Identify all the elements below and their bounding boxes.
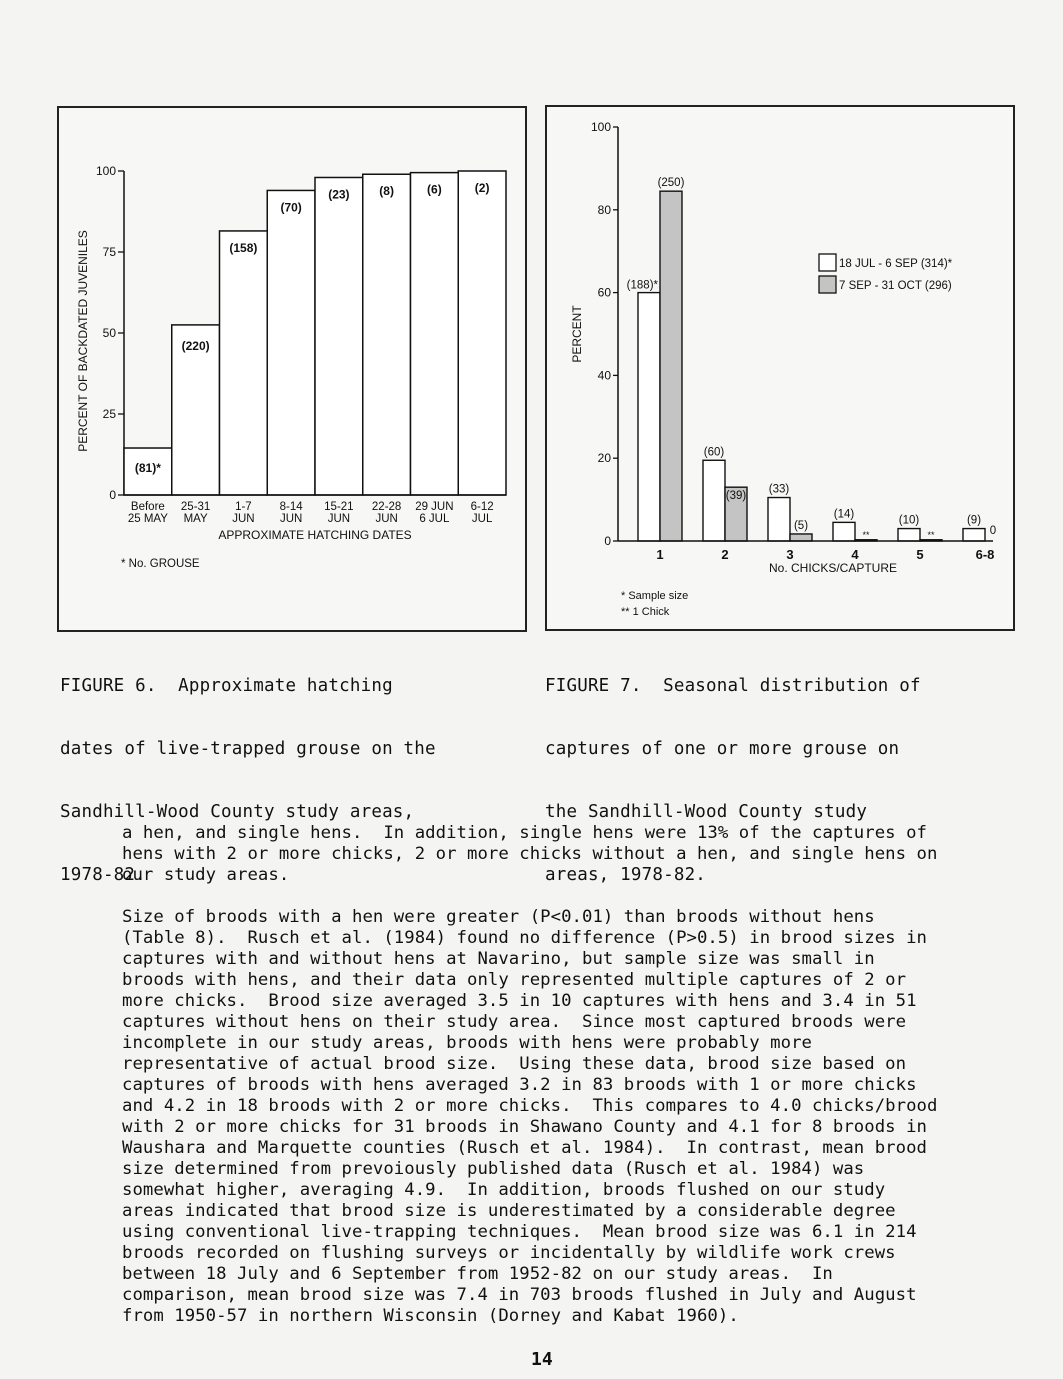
x-tick-label: 15-21 [324, 501, 354, 513]
bar [768, 498, 790, 541]
bar [363, 174, 411, 495]
bar [833, 522, 855, 541]
x-axis-label: No. CHICKS/CAPTURE [768, 561, 898, 575]
x-tick-label: JUN [279, 513, 303, 525]
x-tick-label: JUN [327, 513, 351, 525]
x-tick-label: 1 [656, 547, 664, 562]
y-tick-label: 0 [604, 534, 611, 548]
x-tick-label: 4 [851, 547, 859, 562]
bar-data-label: (5) [793, 519, 809, 532]
caption-line: the Sandhill-Wood County study [545, 802, 868, 822]
y-axis-label: PERCENT [570, 305, 584, 363]
footnote: * No. GROUSE [121, 558, 200, 570]
bar-data-label: (81)* [134, 461, 161, 476]
x-axis-label: APPROXIMATE HATCHING DATES [218, 528, 412, 542]
body-paragraph-1 [122, 823, 962, 886]
text-line: (Table 8). Rusch et al. (1984) found no difference (P>0.5) in brood sizes in [122, 928, 927, 948]
figure-6-chart [59, 108, 525, 630]
y-tick-label: 25 [102, 407, 116, 421]
caption-line: FIGURE 6. Approximate hatching [60, 676, 393, 696]
text-line: Waushara and Marquette counties (Rusch et al. 1984). In contrast, mean brood [122, 1138, 927, 1158]
legend-swatch [819, 276, 836, 293]
x-tick-label: MAY [183, 513, 208, 525]
bar [703, 460, 725, 541]
text-line: more chicks. Brood size averaged 3.5 in 10 captures with hens and 3.4 in 51 [122, 991, 917, 1011]
caption-line: dates of live-trapped grouse on the [60, 739, 436, 759]
text-line: captures of broods with hens averaged 3.2 in 83 broods with 1 or more chicks [122, 1075, 917, 1095]
bar-data-label: (70) [280, 200, 302, 215]
bar-data-label: 0 [989, 525, 997, 537]
text-line: broods recorded on flushing surveys or incidentally by wildlife work crews [122, 1243, 896, 1263]
x-tick-label: 6 JUL [419, 513, 450, 525]
x-tick-label: 6-8 [975, 547, 995, 562]
figure-7-box [545, 105, 1015, 631]
text-line: using conventional live-trapping techniques. Mean brood size was 6.1 in 214 [122, 1222, 917, 1242]
text-line: Size of broods with a hen were greater (P<0.01) than broods without hens [122, 907, 875, 927]
footnote: ** 1 Chick [621, 606, 670, 618]
x-tick-label: 2 [721, 547, 729, 562]
text-line: hens with 2 or more chicks, 2 or more chicks without a hen, and single hens on [122, 844, 938, 864]
bar [638, 293, 660, 541]
y-tick-label: 80 [597, 202, 611, 217]
bar-data-label: (10) [898, 514, 920, 527]
bar [790, 534, 812, 541]
caption-line: areas, 1978-82. [545, 865, 707, 885]
text-line: broods with hens, and their data only represented multiple captures of 2 or [122, 970, 907, 990]
y-tick-label: 0 [109, 488, 116, 502]
text-line: a hen, and single hens. In addition, single hens were 13% of the captures of [122, 823, 927, 843]
x-tick-label: Before [130, 501, 165, 513]
bar-data-label: (250) [657, 177, 685, 190]
y-tick-label: 40 [597, 368, 611, 383]
figure-6-box [57, 106, 527, 632]
bar-data-label: (33) [768, 483, 790, 496]
text-line: representative of actual brood size. Using these data, brood size based on [122, 1054, 907, 1074]
bar [220, 231, 268, 495]
caption-line: FIGURE 7. Seasonal distribution of [545, 676, 921, 696]
x-tick-label: 8-14 [279, 501, 303, 513]
text-line: captures with and without hens at Navarino, but sample size was small in [122, 949, 875, 969]
bar [411, 173, 459, 495]
bar-data-label: (6) [427, 182, 442, 197]
text-line: comparison, mean brood size was 7.4 in 703 broods flushed in July and August [122, 1285, 917, 1305]
x-tick-label: 3 [786, 547, 794, 562]
text-line: size determined from prevoiously published data (Rusch et al. 1984) was [122, 1159, 865, 1179]
bar-data-label: (60) [703, 446, 725, 459]
text-line: incomplete in our study areas, broods with hens were probably more [122, 1033, 812, 1053]
legend-swatch [819, 254, 836, 271]
text-line: from 1950-57 in northern Wisconsin (Dorney and Kabat 1960). [122, 1306, 739, 1326]
text-line: between 18 July and 6 September from 1952-82 on our study areas. In [122, 1264, 833, 1284]
bar [267, 190, 315, 495]
bar [458, 171, 506, 495]
text-line: our study areas. [122, 865, 290, 885]
x-tick-label: JUN [375, 513, 398, 525]
bar-data-label: (9) [966, 514, 982, 527]
figure-7-chart [547, 107, 1013, 629]
bar [898, 529, 920, 541]
bar-data-label: (23) [328, 187, 350, 202]
y-tick-label: 75 [102, 245, 116, 259]
footnote: * Sample size [621, 590, 689, 602]
y-tick-label: 60 [597, 285, 611, 300]
text-line: and 4.2 in 18 broods with 2 or more chicks. This compares to 4.0 chicks/brood [122, 1096, 938, 1116]
bar-data-label: (2) [474, 181, 490, 195]
x-tick-label: JUN [232, 513, 255, 525]
x-tick-label: JUL [471, 513, 493, 525]
text-line: captures without hens on their study area. Since most captured broods were [122, 1012, 907, 1032]
bar-data-label: (158) [229, 240, 258, 255]
bar-data-label: (220) [181, 338, 210, 353]
caption-line: 1978-82. [60, 865, 146, 885]
bar [963, 529, 985, 541]
bar-data-label: (14) [833, 508, 855, 521]
x-tick-label: 25 MAY [127, 513, 168, 525]
caption-line: captures of one or more grouse on [545, 739, 900, 759]
x-tick-label: 25-31 [180, 501, 211, 513]
bar [660, 191, 682, 541]
y-axis-label: PERCENT OF BACKDATED JUVENILES [76, 230, 90, 452]
caption-line: Sandhill-Wood County study areas, [60, 802, 415, 822]
y-tick-label: 100 [95, 164, 116, 178]
text-line: with 2 or more chicks for 31 broods in Shawano County and 4.1 for 8 broods in [122, 1117, 927, 1137]
bar-data-label: (39) [725, 490, 747, 503]
bar [315, 177, 363, 495]
x-tick-label: 29 JUN [415, 501, 454, 513]
page-number: 14 [531, 1349, 553, 1370]
legend-label: 7 SEP - 31 OCT (296) [839, 280, 952, 292]
y-tick-label: 100 [590, 120, 611, 134]
x-tick-label: 5 [916, 547, 924, 562]
text-line: somewhat higher, averaging 4.9. In addition, broods flushed on our study [122, 1180, 886, 1200]
legend-label: 18 JUL - 6 SEP (314)* [839, 258, 953, 270]
x-tick-label: 1-7 [235, 501, 252, 513]
body-paragraph-2 [122, 907, 962, 1327]
text-line: areas indicated that brood size is underestimated by a considerable degree [122, 1201, 896, 1221]
bar-data-label: (8) [379, 184, 394, 199]
x-tick-label: 22-28 [371, 501, 402, 513]
y-tick-label: 50 [102, 326, 116, 340]
bar-data-label: (188)* [626, 279, 658, 292]
bar-data-label: ** [862, 530, 870, 540]
bar-data-label: ** [927, 530, 935, 540]
y-tick-label: 20 [597, 451, 611, 466]
x-tick-label: 6-12 [470, 501, 494, 513]
